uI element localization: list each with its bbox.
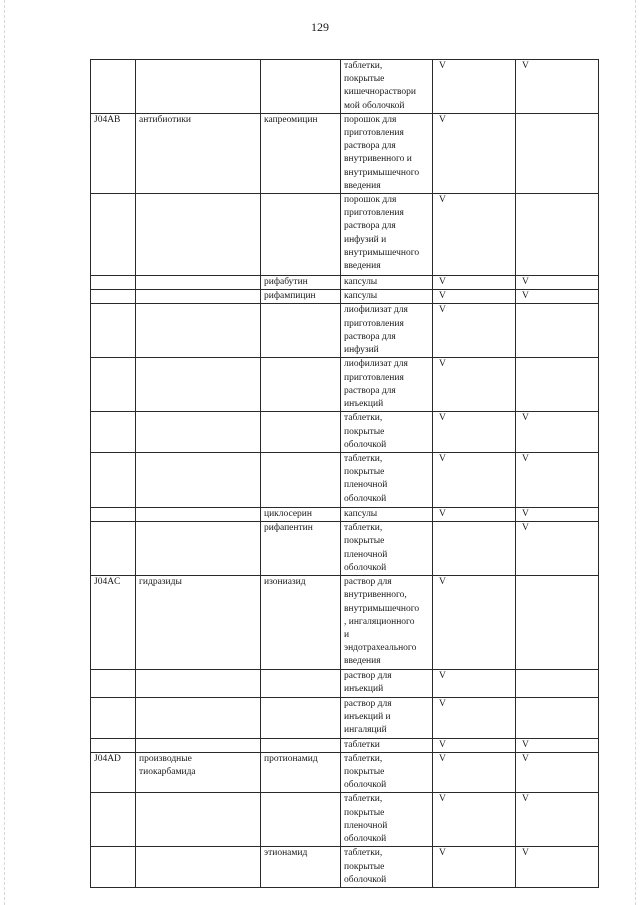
atc-code-cell xyxy=(91,194,136,276)
group-cell xyxy=(136,358,261,412)
substance-cell: этионамид xyxy=(261,847,341,888)
table-row xyxy=(91,290,599,304)
substance-cell: капреомицин xyxy=(261,113,341,193)
group-cell xyxy=(136,412,261,453)
table-row xyxy=(91,697,599,738)
group-cell xyxy=(136,290,261,304)
dosage-form-cell: раствор для инъекций xyxy=(341,670,433,697)
mark-col-2-cell: V xyxy=(516,847,599,888)
mark-col-1-cell: V xyxy=(433,60,516,114)
group-cell xyxy=(136,847,261,888)
group-cell: антибиотики xyxy=(136,113,261,193)
table-row xyxy=(91,670,599,697)
group-cell xyxy=(136,276,261,290)
group-cell xyxy=(136,60,261,114)
substance-cell: протионамид xyxy=(261,752,341,793)
mark-col-1-cell xyxy=(433,522,516,576)
mark-col-1-cell: V xyxy=(433,697,516,738)
scan-edge-right xyxy=(635,0,636,905)
mark-col-2-cell: V xyxy=(516,522,599,576)
mark-col-2-cell xyxy=(516,697,599,738)
mark-col-2-cell xyxy=(516,113,599,193)
substance-cell xyxy=(261,670,341,697)
substance-cell: рифапентин xyxy=(261,522,341,576)
dosage-form-cell: капсулы xyxy=(341,508,433,522)
mark-col-1-cell: V xyxy=(433,576,516,670)
atc-code-cell: J04AD xyxy=(91,752,136,793)
table-row xyxy=(91,276,599,290)
mark-col-1-cell: V xyxy=(433,290,516,304)
table-row xyxy=(91,60,599,114)
dosage-form-cell: таблетки, покрытые оболочкой xyxy=(341,412,433,453)
table-row xyxy=(91,113,599,193)
dosage-form-cell: таблетки xyxy=(341,738,433,752)
table-row xyxy=(91,576,599,670)
substance-cell: рифампицин xyxy=(261,290,341,304)
mark-col-1-cell: V xyxy=(433,113,516,193)
group-cell xyxy=(136,508,261,522)
table-row xyxy=(91,358,599,412)
mark-col-1-cell: V xyxy=(433,194,516,276)
substance-cell: изониазид xyxy=(261,576,341,670)
mark-col-1-cell: V xyxy=(433,358,516,412)
dosage-form-cell: капсулы xyxy=(341,290,433,304)
dosage-form-cell: таблетки, покрытые пленочной оболочкой xyxy=(341,453,433,508)
group-cell: производные тиокарбамида xyxy=(136,752,261,793)
substance-cell xyxy=(261,60,341,114)
atc-code-cell xyxy=(91,508,136,522)
atc-code-cell xyxy=(91,276,136,290)
group-cell xyxy=(136,697,261,738)
group-cell xyxy=(136,670,261,697)
atc-code-cell xyxy=(91,793,136,847)
table-row xyxy=(91,738,599,752)
dosage-form-cell: лиофилизат для приготовления раствора для инфузий xyxy=(341,304,433,358)
substance-cell xyxy=(261,304,341,358)
mark-col-2-cell: V xyxy=(516,60,599,114)
mark-col-1-cell: V xyxy=(433,752,516,793)
table-row xyxy=(91,793,599,847)
atc-code-cell xyxy=(91,290,136,304)
table-row xyxy=(91,412,599,453)
mark-col-2-cell xyxy=(516,194,599,276)
mark-col-2-cell: V xyxy=(516,793,599,847)
atc-code-cell xyxy=(91,697,136,738)
atc-code-cell xyxy=(91,453,136,508)
mark-col-1-cell: V xyxy=(433,276,516,290)
mark-col-1-cell: V xyxy=(433,793,516,847)
dosage-form-cell: капсулы xyxy=(341,276,433,290)
mark-col-2-cell: V xyxy=(516,752,599,793)
substance-cell xyxy=(261,453,341,508)
atc-code-cell xyxy=(91,304,136,358)
mark-col-1-cell: V xyxy=(433,412,516,453)
mark-col-2-cell xyxy=(516,670,599,697)
mark-col-1-cell: V xyxy=(433,847,516,888)
page-number: 129 xyxy=(311,20,329,34)
atc-code-cell: J04AB xyxy=(91,113,136,193)
mark-col-1-cell: V xyxy=(433,508,516,522)
mark-col-2-cell: V xyxy=(516,508,599,522)
dosage-form-cell: таблетки, покрытые пленочной оболочкой xyxy=(341,522,433,576)
substance-cell xyxy=(261,194,341,276)
mark-col-2-cell: V xyxy=(516,738,599,752)
dosage-form-cell: порошок для приготовления раствора для внутривенного и внутримышечного введения xyxy=(341,113,433,193)
mark-col-2-cell: V xyxy=(516,290,599,304)
atc-code-cell xyxy=(91,412,136,453)
group-cell: гидразиды xyxy=(136,576,261,670)
dosage-form-cell: порошок для приготовления раствора для инфузий и внутримышечного введения xyxy=(341,194,433,276)
atc-code-cell xyxy=(91,60,136,114)
substance-cell xyxy=(261,412,341,453)
mark-col-2-cell xyxy=(516,358,599,412)
table-row xyxy=(91,508,599,522)
table-row xyxy=(91,194,599,276)
dosage-form-cell: раствор для инъекций и ингаляций xyxy=(341,697,433,738)
atc-code-cell xyxy=(91,738,136,752)
mark-col-1-cell: V xyxy=(433,304,516,358)
dosage-form-cell: лиофилизат для приготовления раствора для инъекций xyxy=(341,358,433,412)
group-cell xyxy=(136,738,261,752)
mark-col-1-cell: V xyxy=(433,453,516,508)
substance-cell: циклосерин xyxy=(261,508,341,522)
mark-col-2-cell: V xyxy=(516,276,599,290)
table-row xyxy=(91,522,599,576)
group-cell xyxy=(136,304,261,358)
group-cell xyxy=(136,793,261,847)
dosage-form-cell: таблетки, покрытые кишечнораствори мой оболочкой xyxy=(341,60,433,114)
group-cell xyxy=(136,194,261,276)
mark-col-2-cell xyxy=(516,576,599,670)
substance-cell xyxy=(261,738,341,752)
dosage-form-cell: раствор для внутривенного, внутримышечного , ингаляционного и эндотрахеального введения xyxy=(341,576,433,670)
mark-col-1-cell: V xyxy=(433,670,516,697)
substance-cell xyxy=(261,697,341,738)
mark-col-1-cell: V xyxy=(433,738,516,752)
atc-code-cell: J04AC xyxy=(91,576,136,670)
dosage-form-cell: таблетки, покрытые оболочкой xyxy=(341,752,433,793)
atc-code-cell xyxy=(91,522,136,576)
mark-col-2-cell: V xyxy=(516,412,599,453)
substance-cell xyxy=(261,358,341,412)
table-row xyxy=(91,752,599,793)
atc-code-cell xyxy=(91,358,136,412)
table-row xyxy=(91,847,599,888)
table-row xyxy=(91,453,599,508)
substance-cell xyxy=(261,793,341,847)
substance-cell: рифабутин xyxy=(261,276,341,290)
group-cell xyxy=(136,522,261,576)
drug-list-table xyxy=(90,59,599,888)
atc-code-cell xyxy=(91,847,136,888)
atc-code-cell xyxy=(91,670,136,697)
table-row xyxy=(91,304,599,358)
mark-col-2-cell: V xyxy=(516,453,599,508)
dosage-form-cell: таблетки, покрытые оболочкой xyxy=(341,847,433,888)
group-cell xyxy=(136,453,261,508)
mark-col-2-cell xyxy=(516,304,599,358)
dosage-form-cell: таблетки, покрытые пленочной оболочкой xyxy=(341,793,433,847)
scan-edge-left xyxy=(4,0,5,905)
